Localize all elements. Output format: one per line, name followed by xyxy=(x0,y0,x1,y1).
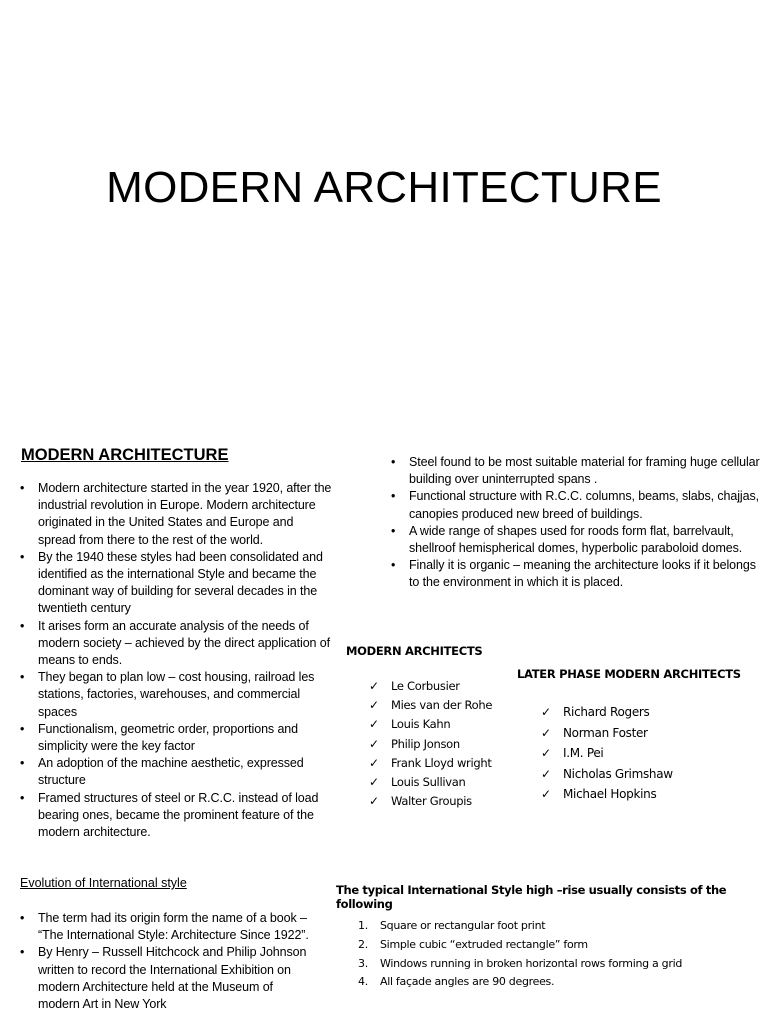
check-icon: ✓ xyxy=(541,766,551,781)
bullet-icon: • xyxy=(20,721,25,736)
list-item xyxy=(358,936,682,955)
architect-name: Nicholas Grimshaw xyxy=(563,766,673,781)
architect-name: Walter Groupis xyxy=(391,794,472,809)
item-text: All façade angles are 90 degrees. xyxy=(380,975,555,989)
later-phase-architects-list xyxy=(541,702,673,805)
bullet-icon: • xyxy=(20,670,25,685)
check-icon: ✓ xyxy=(541,705,551,719)
architect-item xyxy=(369,735,492,754)
architect-name: Le Corbusier xyxy=(391,679,460,693)
check-icon: ✓ xyxy=(541,725,551,740)
bullet-icon: • xyxy=(20,549,25,564)
modern-architects-heading: MODERN ARCHITECTS xyxy=(346,644,483,658)
modern-architects-list xyxy=(369,677,492,811)
bullet-text: A wide range of shapes used for roods form flat, barrelvault, shellroof hemispherical domes, hyperbolic paraboloid domes. xyxy=(409,523,743,556)
international-style-heading: The typical International Style high –rise usually consists of the following xyxy=(336,883,727,911)
bullet-item xyxy=(20,669,332,721)
evolution-heading: Evolution of International style xyxy=(20,876,187,890)
check-icon: ✓ xyxy=(541,746,551,760)
architect-name: I.M. Pei xyxy=(563,746,604,760)
intro-bullet-list xyxy=(20,480,332,841)
bullet-icon: • xyxy=(20,945,25,960)
bullet-text: By the 1940 these styles had been consolidated and identified as the international Style and became the dominant way of building for several decades in the twentieth century xyxy=(38,549,323,616)
bullet-text: By Henry – Russell Hitchcock and Philip Johnson written to record the International Exhibition on modern Architecture held at the Museum of modern Art in New York xyxy=(38,945,307,1012)
section-heading: MODERN ARCHITECTURE xyxy=(21,446,229,464)
page-title: MODERN ARCHITECTURE xyxy=(106,163,662,212)
check-icon: ✓ xyxy=(369,794,379,809)
architect-name: Norman Foster xyxy=(563,725,648,740)
architect-item xyxy=(369,715,492,734)
bullet-item xyxy=(20,480,332,549)
architect-item xyxy=(369,792,492,811)
later-phase-heading: LATER PHASE MODERN ARCHITECTS xyxy=(517,667,741,681)
architect-item xyxy=(369,754,492,773)
bullet-icon: • xyxy=(391,489,396,504)
bullet-icon: • xyxy=(20,790,25,805)
bullet-text: Finally it is organic – meaning the architecture looks if it belongs to the environment in which it is placed. xyxy=(409,558,756,590)
check-icon: ✓ xyxy=(369,717,379,732)
architect-item xyxy=(369,677,492,696)
bullet-text: The term had its origin form the name of a book – “The International Style: Architecture Since 1922”. xyxy=(38,911,309,943)
bullet-icon: • xyxy=(20,618,25,633)
item-number: 2. xyxy=(358,937,368,951)
architect-item xyxy=(541,702,673,723)
bullet-item xyxy=(20,910,310,944)
architect-name: Louis Sullivan xyxy=(391,775,466,790)
architect-item xyxy=(541,743,673,764)
check-icon: ✓ xyxy=(541,787,551,801)
bullet-item xyxy=(391,454,766,488)
item-number: 4. xyxy=(358,975,368,989)
check-icon: ✓ xyxy=(369,698,379,713)
check-icon: ✓ xyxy=(369,775,379,790)
check-icon: ✓ xyxy=(369,755,379,770)
bullet-icon: • xyxy=(20,911,25,925)
bullet-icon: • xyxy=(391,523,396,538)
bullet-text: An adoption of the machine aesthetic, expressed structure xyxy=(38,756,304,788)
bullet-text: They began to plan low – cost housing, railroad les stations, factories, warehouses, and commercial spaces xyxy=(38,670,315,719)
architect-name: Mies van der Rohe xyxy=(391,698,493,713)
architect-name: Richard Rogers xyxy=(563,705,650,719)
evolution-bullet-list xyxy=(20,910,310,1013)
architect-name: Frank Lloyd wright xyxy=(391,755,492,770)
bullet-item xyxy=(20,618,332,670)
list-item xyxy=(358,973,682,992)
check-icon: ✓ xyxy=(369,736,379,751)
bullet-text: Functionalism, geometric order, proportions and simplicity were the key factor xyxy=(38,721,299,754)
bullet-item xyxy=(391,488,766,522)
architect-name: Philip Jonson xyxy=(391,736,460,751)
international-style-list xyxy=(358,917,682,992)
item-text: Square or rectangular foot print xyxy=(380,919,546,932)
architect-name: Louis Kahn xyxy=(391,717,451,732)
bullet-icon: • xyxy=(391,455,396,469)
bullet-text: Functional structure with R.C.C. columns, beams, slabs, chajjas, canopies produced new breed of buildings. xyxy=(409,489,759,521)
item-text: Windows running in broken horizontal rows forming a grid xyxy=(380,956,683,970)
architect-item xyxy=(541,784,673,805)
item-text: Simple cubic “extruded rectangle” form xyxy=(380,937,588,951)
architect-name: Michael Hopkins xyxy=(563,787,657,801)
bullet-text: Modern architecture started in the year 1920, after the industrial revolution in Europe. Modern architecture originated in the United States and Europe and spread from there to the rest of the world. xyxy=(38,481,332,547)
item-number: 1. xyxy=(358,919,368,932)
bullet-text: Steel found to be most suitable material for framing huge cellular building over uninterrupted spans . xyxy=(409,455,760,487)
bullet-item xyxy=(20,549,332,618)
architect-item xyxy=(541,764,673,785)
bullet-icon: • xyxy=(391,558,396,573)
list-item xyxy=(358,917,682,936)
architect-item xyxy=(541,723,673,744)
architect-item xyxy=(369,773,492,792)
bullet-item xyxy=(391,557,766,591)
bullet-icon: • xyxy=(20,481,25,495)
architect-item xyxy=(369,696,492,715)
bullet-icon: • xyxy=(20,756,25,771)
list-item xyxy=(358,955,682,974)
features-bullet-list xyxy=(391,454,766,592)
item-number: 3. xyxy=(358,956,368,970)
bullet-item xyxy=(20,944,310,1013)
bullet-item xyxy=(391,523,766,557)
bullet-item xyxy=(20,790,332,842)
check-icon: ✓ xyxy=(369,679,379,693)
bullet-item xyxy=(20,755,332,789)
bullet-text: It arises form an accurate analysis of the needs of modern society – achieved by the direct application of means to ends. xyxy=(38,618,330,668)
bullet-item xyxy=(20,721,332,755)
bullet-text: Framed structures of steel or R.C.C. instead of load bearing ones, became the prominent feature of the modern architecture. xyxy=(38,790,319,840)
